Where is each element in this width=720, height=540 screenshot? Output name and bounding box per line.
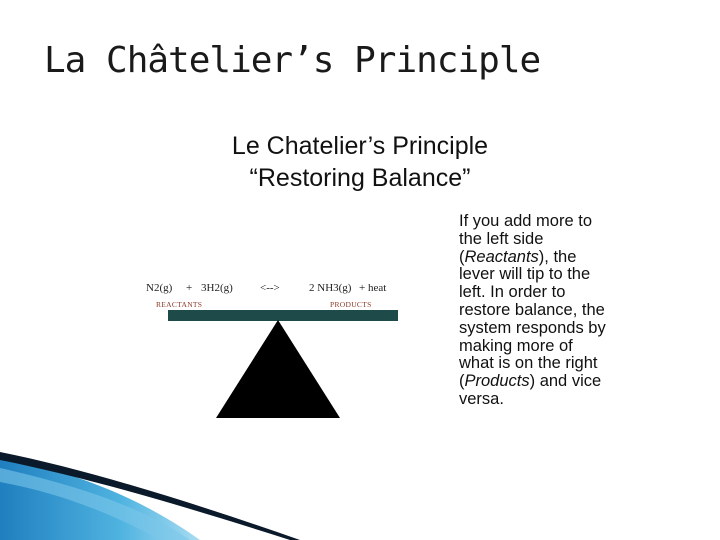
explanation-part-3: ) and vice versa. [459, 372, 602, 408]
figure-title-line-2: “Restoring Balance” [249, 164, 471, 192]
explanation-part-2: ), the lever will tip to the left. In order to restore balance, the system responds by making more of what is on the right ( [459, 247, 606, 391]
equation-heat: + heat [359, 282, 387, 294]
figure-title [180, 130, 540, 194]
explanation-part-1: If you add more to the left side ( [459, 212, 592, 266]
equation-n2: N2(g) [146, 282, 173, 294]
reactants-word: Reactants [464, 247, 539, 266]
explanation-text [459, 213, 609, 409]
equation-plus: + [186, 282, 193, 294]
figure-title-line-1: Le Chatelier’s Principle [231, 132, 489, 160]
balance-fulcrum [216, 320, 340, 418]
equation-nh3: 2 NH3(g) [309, 282, 352, 294]
products-label: PRODUCTS [330, 300, 372, 309]
reactants-label: REACTANTS [156, 300, 203, 309]
equation-arrow: <--> [260, 282, 280, 294]
equation-h2: 3H2(g) [201, 282, 233, 294]
slide-title: La Châtelier’s Principle [44, 40, 541, 81]
products-word: Products [464, 372, 530, 391]
